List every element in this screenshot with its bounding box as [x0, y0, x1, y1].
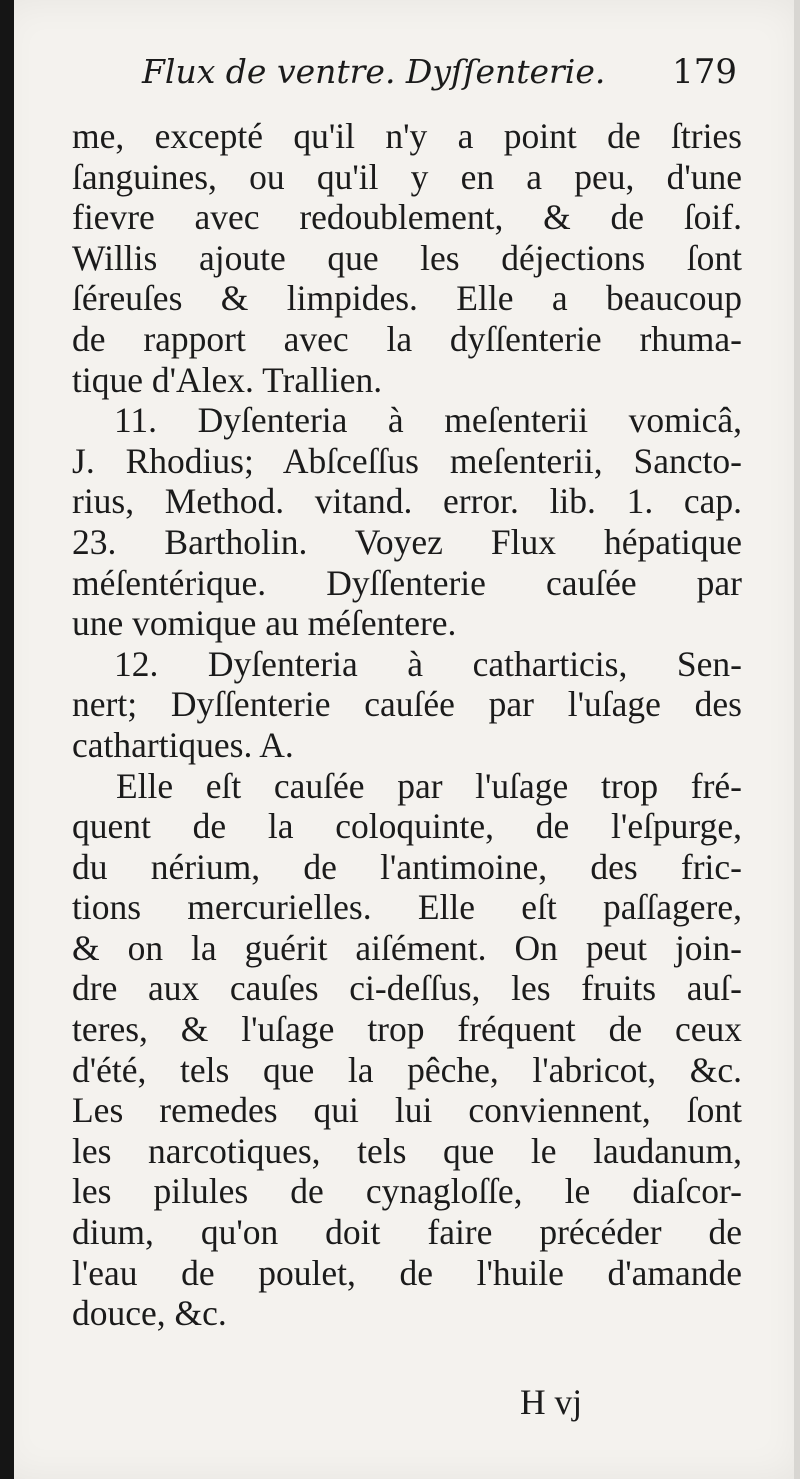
text-line: fievre avec redoublement, & de ſoif.: [72, 197, 742, 238]
text-line: J. Rhodius; Abſceſſus meſenterii, Sancto-: [72, 440, 742, 481]
page-number: 179: [672, 52, 737, 92]
text-line: rius, Method. vitand. error. lib. 1. cap.: [72, 481, 742, 522]
text-line: ſéreuſes & limpides. Elle a beaucoup: [72, 278, 742, 319]
text-line: quent de la coloquinte, de l'eſpurge,: [72, 806, 742, 847]
text-line: les narcotiques, tels que le laudanum,: [72, 1130, 742, 1171]
running-title: Flux de ventre. Dyſſenterie.: [142, 52, 606, 91]
text-line: 12. Dyſenteria à catharticis, Sen-: [114, 643, 742, 684]
text-line: teres, & l'uſage trop fréquent de ceux: [72, 1009, 742, 1050]
text-line: l'eau de poulet, de l'huile d'amande: [72, 1252, 742, 1293]
text-line: nert; Dyſſenterie cauſée par l'uſage des: [72, 684, 742, 725]
text-line: d'été, tels que la pêche, l'abricot, &c.: [72, 1049, 742, 1090]
text-line: une vomique au méſentere.: [72, 603, 457, 644]
signature-mark: H vj: [520, 1382, 583, 1422]
text-line: douce, &c.: [72, 1293, 227, 1334]
page-header: [130, 52, 745, 104]
text-line: dium, qu'on doit faire précéder de: [72, 1212, 742, 1253]
text-line: cathartiques. A.: [72, 724, 294, 765]
text-line: les pilules de cynagloſſe, le diaſcor-: [72, 1171, 742, 1212]
text-line: Elle eſt cauſée par l'uſage trop fré-: [116, 765, 742, 806]
page-edge-shadow: [0, 0, 14, 1479]
text-line: tions mercurielles. Elle eſt paſſagere,: [72, 887, 742, 928]
text-line: méſentérique. Dyſſenterie cauſée par: [72, 562, 742, 603]
text-line: 23. Bartholin. Voyez Flux hépatique: [72, 521, 742, 562]
text-line: & on la guérit aiſément. On peut join-: [72, 927, 742, 968]
text-line: tique d'Alex. Trallien.: [72, 359, 383, 400]
text-line: 11. Dyſenteria à meſenterii vomicâ,: [114, 400, 742, 441]
text-line: me, excepté qu'il n'y a point de ſtries: [72, 116, 742, 156]
text-line: ſanguines, ou qu'il y en a peu, d'une: [72, 156, 742, 197]
text-line: de rapport avec la dyſſenterie rhuma-: [72, 318, 742, 359]
text-line: Willis ajoute que les déjections ſont: [72, 237, 742, 278]
text-line: dre aux cauſes ci-deſſus, les fruits auſ-: [72, 968, 742, 1009]
text-line: Les remedes qui lui conviennent, ſont: [72, 1090, 742, 1131]
body-text: [72, 116, 742, 1334]
text-line: du nérium, de l'antimoine, des fric-: [72, 846, 742, 887]
page-edge-right: [794, 0, 800, 1479]
